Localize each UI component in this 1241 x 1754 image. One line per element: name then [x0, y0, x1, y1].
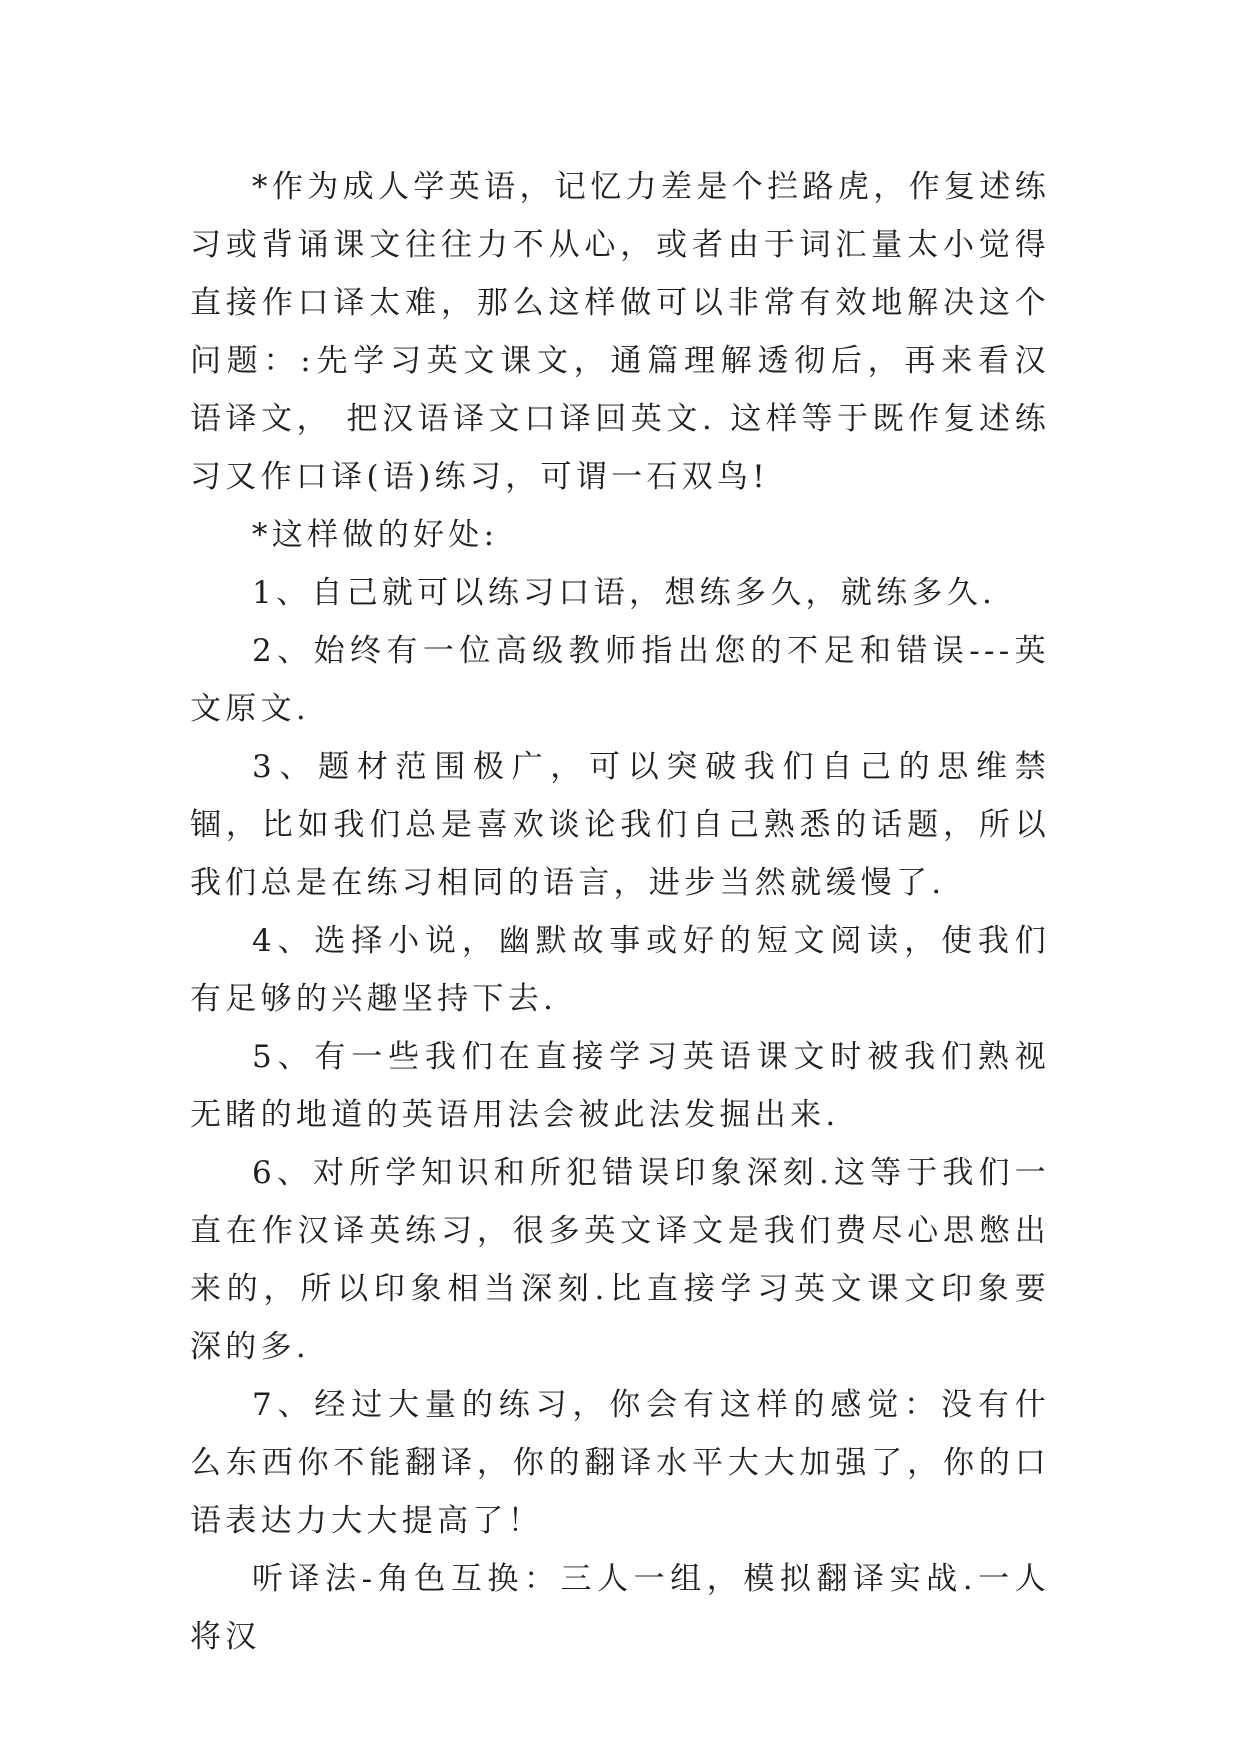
document-body: [190, 158, 1050, 1666]
paragraph-benefit-2: 2、始终有一位高级教师指出您的不足和错误---英文原文.: [190, 633, 1050, 727]
paragraph-benefit-7: 7、经过大量的练习，你会有这样的感觉：没有什么东西你不能翻译，你的翻译水平大大加强了，你的口语表达力大大提高了！: [190, 1387, 1050, 1539]
paragraph-listening-method: 听译法-角色互换：三人一组，模拟翻译实战.一人将汉: [190, 1561, 1050, 1655]
paragraph-benefit-6: 6、对所学知识和所犯错误印象深刻.这等于我们一直在作汉译英练习，很多英文译文是我们费尽心思憋出来的，所以印象相当深刻.比直接学习英文课文印象要深的多.: [190, 1155, 1050, 1365]
paragraph-benefit-5: 5、有一些我们在直接学习英语课文时被我们熟视无睹的地道的英语用法会被此法发掘出来.: [190, 1039, 1050, 1133]
paragraph-benefit-3: 3、题材范围极广，可以突破我们自己的思维禁锢，比如我们总是喜欢谈论我们自己熟悉的话题，所以我们总是在练习相同的语言，进步当然就缓慢了.: [190, 749, 1050, 901]
paragraph-benefit-1: 1、自己就可以练习口语，想练多久，就练多久.: [252, 575, 997, 611]
paragraph-benefits-heading: *这样做的好处:: [252, 517, 499, 553]
paragraph-benefit-4: 4、选择小说，幽默故事或好的短文阅读，使我们有足够的兴趣坚持下去.: [190, 923, 1050, 1017]
paragraph-intro: *作为成人学英语，记忆力差是个拦路虎，作复述练习或背诵课文往往力不从心，或者由于词汇量太小觉得直接作口译太难，那么这样做可以非常有效地解决这个问题：:先学习英文课文，通篇理解透彻后，再来看汉语译文， 把汉语译文口译回英文. 这样等于既作复述练习又作口译(语)练习，可谓一石双鸟!: [190, 169, 1050, 495]
